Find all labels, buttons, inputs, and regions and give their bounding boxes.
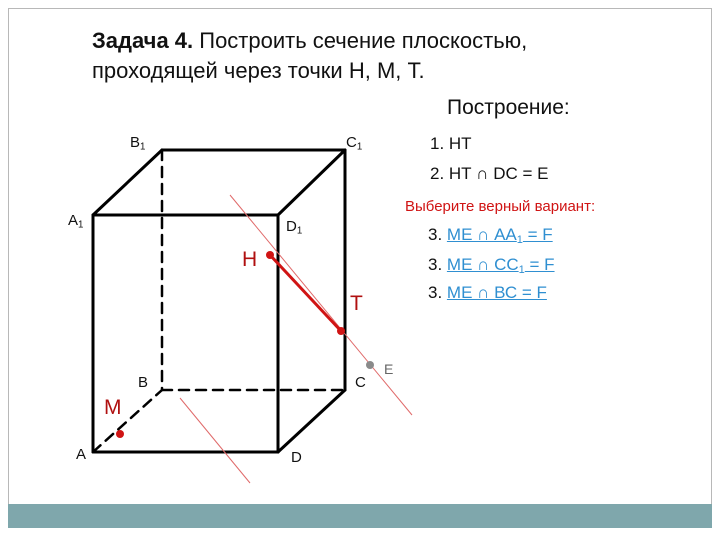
vertex-a-label: A [76, 446, 87, 463]
option-3-number: 3. [428, 283, 447, 302]
line-me-extended [180, 398, 250, 483]
line-ht-extended [230, 195, 412, 415]
vertex-b1-label: $B_1$ [130, 134, 146, 153]
point-h-label: H [242, 248, 258, 271]
construction-heading: Построение: [447, 96, 570, 119]
point-t-label: T [350, 292, 363, 315]
step-1: 1. НТ [430, 134, 472, 153]
task-text: Построить сечение плоскостью, проходящей через точки Н, М, Т. [92, 28, 528, 83]
task-number: Задача 4. [92, 28, 194, 53]
option-1-number: 3. [428, 225, 447, 244]
step-2: 2. НТ ∩ DC = E [430, 164, 549, 183]
vertex-d1-label: $D_1$ [286, 218, 303, 237]
vertex-b-label: B [138, 374, 149, 391]
point-m-label: M [104, 396, 122, 419]
point-e-label: E [384, 361, 394, 377]
point-t [337, 327, 345, 335]
option-3-link[interactable]: МЕ ∩ ВС = F [446, 283, 547, 302]
edge-a1-b1 [93, 150, 162, 215]
cube-edges [93, 150, 345, 452]
edge-d-c [278, 390, 345, 452]
vertex-c1-label: $C_1$ [346, 134, 363, 153]
option-1-link[interactable]: МЕ ∩ $АА_1 = F$ [446, 225, 553, 246]
option-2-number: 3. [428, 255, 447, 274]
vertex-d-label: D [291, 449, 302, 466]
point-h [266, 251, 274, 259]
vertex-c-label: C [355, 374, 366, 391]
segment-ht [270, 255, 341, 331]
bottom-bar [8, 504, 712, 528]
choose-prompt: Выберите верный вариант: [405, 198, 596, 215]
point-e [366, 361, 374, 369]
option-2-link[interactable]: МЕ ∩ $СС_1 = F$ [446, 255, 555, 276]
point-m [116, 430, 124, 438]
vertex-a1-label: $A_1$ [68, 212, 84, 231]
edge-c1-d1 [278, 150, 345, 215]
